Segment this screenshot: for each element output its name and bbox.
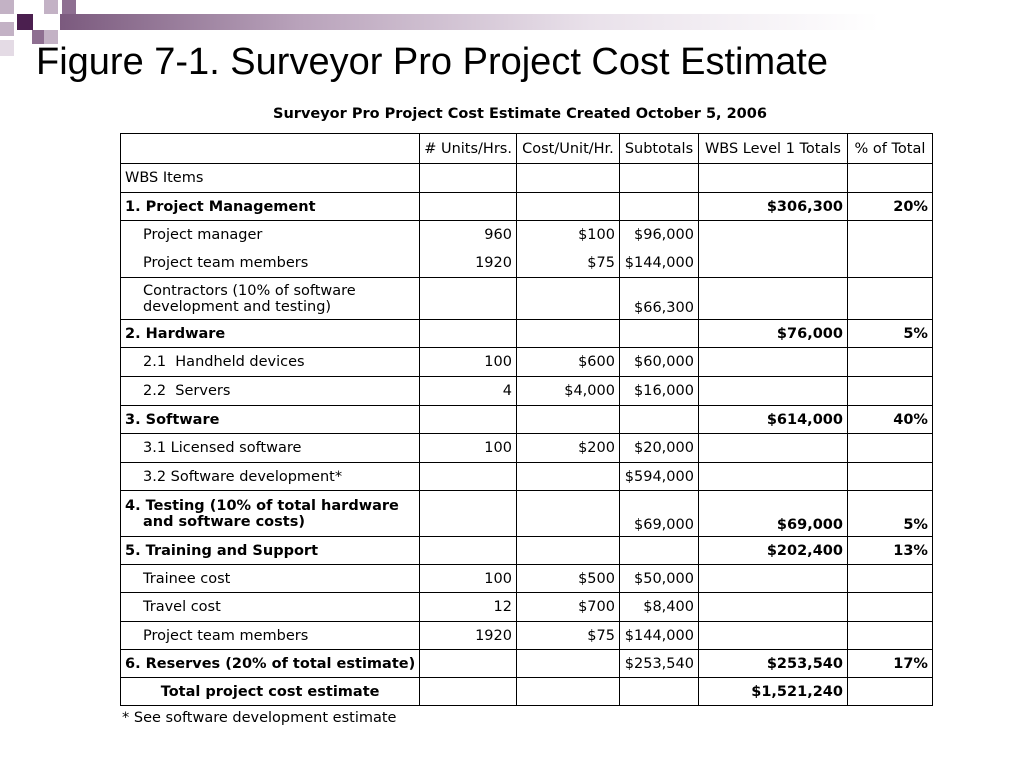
- cost-cell: [516, 650, 619, 678]
- percent-cell: [847, 593, 932, 622]
- cost-cell: $200: [516, 434, 619, 463]
- percent-cell: 5%: [847, 491, 932, 537]
- subtotal-cell: [619, 193, 698, 221]
- wbs-total-cell: [698, 593, 847, 622]
- units-cell: 100: [420, 434, 517, 463]
- cost-cell: $700: [516, 593, 619, 622]
- table-row: [121, 491, 933, 537]
- table-row: [121, 320, 933, 348]
- table-row: [121, 406, 933, 434]
- decoration-square: [62, 0, 76, 14]
- header-cell: [121, 134, 420, 164]
- percent-cell: 13%: [847, 537, 932, 565]
- cost-cell: $75: [587, 255, 615, 271]
- subtotal-cell: $50,000: [619, 565, 698, 593]
- cost-cell: $75: [516, 622, 619, 650]
- cost-cell: [516, 320, 619, 348]
- wbs-total-cell: $76,000: [698, 320, 847, 348]
- subtotal-cell: [619, 320, 698, 348]
- wbs-total-cell: [698, 278, 847, 320]
- units-cell: [420, 491, 517, 537]
- units-cell: [420, 320, 517, 348]
- table-header-row: [121, 134, 933, 164]
- cost-cell: [516, 537, 619, 565]
- percent-cell: [847, 434, 932, 463]
- item-cell: Trainee cost: [121, 565, 420, 593]
- wbs-total-cell: $69,000: [698, 491, 847, 537]
- subtotal-cell: $96,000: [634, 227, 694, 243]
- decoration-square: [17, 14, 33, 30]
- percent-cell: [847, 377, 932, 406]
- item-cell: 2.2 Servers: [121, 377, 420, 406]
- cost-cell: $4,000: [516, 377, 619, 406]
- units-cell: 4: [420, 377, 517, 406]
- table-caption: Surveyor Pro Project Cost Estimate Created October 5, 2006: [273, 106, 767, 122]
- item-cell-text: 4. Testing (10% of total hardware and software costs): [125, 497, 399, 530]
- subtotal-cell: [619, 406, 698, 434]
- percent-cell: [847, 622, 932, 650]
- percent-cell: 20%: [847, 193, 932, 221]
- item-cell: Contractors (10% of software development and testing): [121, 278, 420, 320]
- cost-cell: [516, 406, 619, 434]
- units-cell: [420, 406, 517, 434]
- units-cell: 1920: [420, 622, 517, 650]
- item-cell: 6. Reserves (20% of total estimate): [121, 650, 420, 678]
- wbs-total-cell: [698, 463, 847, 491]
- percent-cell: 5%: [847, 320, 932, 348]
- subtotal-cell: $144,000: [619, 622, 698, 650]
- units-cell: [420, 463, 517, 491]
- units-cell: 100: [420, 348, 517, 377]
- wbs-total-cell: $1,521,240: [698, 678, 847, 706]
- subtotal-cell: $20,000: [619, 434, 698, 463]
- table-row: [121, 593, 933, 622]
- subtotal-cell: $60,000: [619, 348, 698, 377]
- cost-cell: $100: [578, 227, 615, 243]
- units-cell: [420, 193, 517, 221]
- table-row: [121, 463, 933, 491]
- percent-cell: [847, 278, 932, 320]
- wbs-total-cell: [698, 377, 847, 406]
- percent-cell: [847, 678, 932, 706]
- subtotal-cell: $66,300: [619, 278, 698, 320]
- cost-cell: [516, 193, 619, 221]
- cost-cell: $500: [516, 565, 619, 593]
- wbs-total-cell: [698, 622, 847, 650]
- cost-cell: [516, 278, 619, 320]
- subtotal-cell: $144,000: [624, 255, 694, 271]
- cost-estimate-table: [120, 133, 933, 706]
- header-cell: WBS Level 1 Totals: [698, 134, 847, 164]
- table-row: [121, 537, 933, 565]
- table-footnote: * See software development estimate: [122, 710, 397, 726]
- table-row: [121, 377, 933, 406]
- cost-cell: [516, 678, 619, 706]
- item-cell: Project team members: [121, 622, 420, 650]
- units-cell: [420, 537, 517, 565]
- subtotal-cell: [619, 678, 698, 706]
- section-label: WBS Items: [121, 164, 420, 193]
- wbs-total-cell: [698, 434, 847, 463]
- units-cell: [420, 650, 517, 678]
- table-section-row: [121, 164, 933, 193]
- decoration-square: [0, 40, 14, 56]
- item-cell: Total project cost estimate: [121, 678, 420, 706]
- wbs-total-cell: $614,000: [698, 406, 847, 434]
- subtotal-cell: $594,000: [619, 463, 698, 491]
- table-row: [121, 221, 933, 278]
- cost-cell: [516, 463, 619, 491]
- item-cell: Project manager: [143, 227, 263, 243]
- decoration-square: [0, 22, 14, 36]
- percent-cell: 17%: [847, 650, 932, 678]
- item-cell: 3. Software: [121, 406, 420, 434]
- header-cell: # Units/Hrs.: [420, 134, 517, 164]
- cost-cell: [516, 491, 619, 537]
- subtotal-cell: $16,000: [619, 377, 698, 406]
- decoration-gradient-bar: [60, 14, 1024, 30]
- table-row: [121, 650, 933, 678]
- item-cell: Travel cost: [121, 593, 420, 622]
- units-cell: 1920: [475, 255, 512, 271]
- table-total-row: [121, 678, 933, 706]
- item-cell: 1. Project Management: [121, 193, 420, 221]
- table-row: [121, 622, 933, 650]
- item-cell: 5. Training and Support: [121, 537, 420, 565]
- percent-cell: [847, 565, 932, 593]
- table-row: [121, 348, 933, 377]
- units-cell: 960: [484, 227, 512, 243]
- percent-cell: [847, 348, 932, 377]
- subtotal-cell: [619, 537, 698, 565]
- percent-cell: [847, 463, 932, 491]
- item-cell: [121, 491, 420, 537]
- percent-cell: 40%: [847, 406, 932, 434]
- decoration-square: [0, 0, 14, 14]
- units-cell: [420, 678, 517, 706]
- item-cell: Project team members: [143, 255, 309, 271]
- table-row: [121, 565, 933, 593]
- units-cell: 100: [420, 565, 517, 593]
- wbs-total-cell: $306,300: [698, 193, 847, 221]
- subtotal-cell: $253,540: [619, 650, 698, 678]
- wbs-total-cell: $253,540: [698, 650, 847, 678]
- subtotal-cell: $69,000: [619, 491, 698, 537]
- wbs-total-cell: [698, 565, 847, 593]
- header-cell: % of Total: [847, 134, 932, 164]
- units-cell: 12: [420, 593, 517, 622]
- item-cell: 3.2 Software development*: [121, 463, 420, 491]
- cost-cell: $600: [516, 348, 619, 377]
- subtotal-cell: $8,400: [619, 593, 698, 622]
- decoration-square: [44, 0, 58, 14]
- item-cell: 3.1 Licensed software: [121, 434, 420, 463]
- header-cell: Cost/Unit/Hr.: [516, 134, 619, 164]
- wbs-total-cell: [698, 348, 847, 377]
- item-cell: 2. Hardware: [121, 320, 420, 348]
- units-cell: [420, 278, 517, 320]
- slide-title: Figure 7-1. Surveyor Pro Project Cost Estimate: [36, 41, 828, 83]
- table-row: [121, 193, 933, 221]
- item-cell: 2.1 Handheld devices: [121, 348, 420, 377]
- table-row: [121, 278, 933, 320]
- header-cell: Subtotals: [619, 134, 698, 164]
- table-row: [121, 434, 933, 463]
- wbs-total-cell: $202,400: [698, 537, 847, 565]
